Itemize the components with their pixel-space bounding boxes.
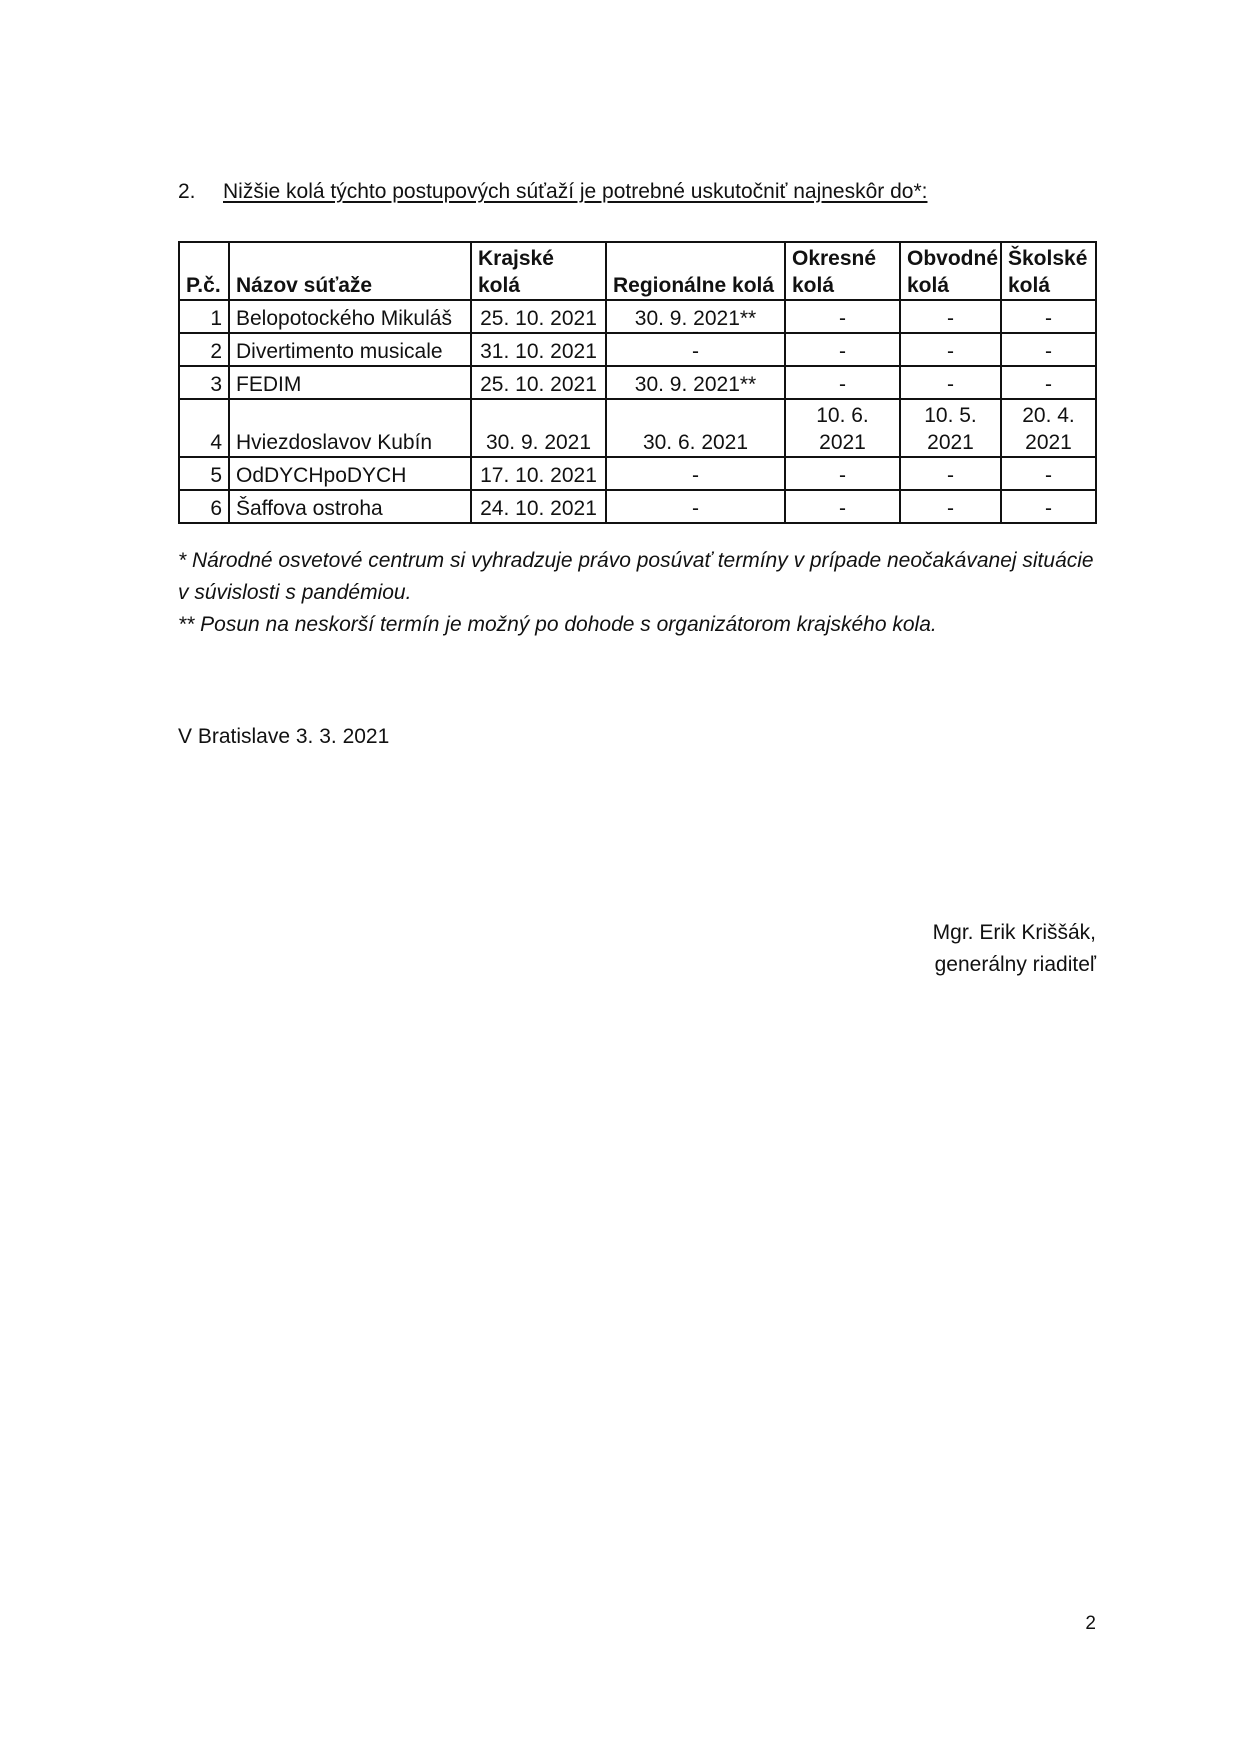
header-obvodne-line1: Obvodné [907,247,999,270]
header-skolske-line1: Školské [1008,247,1088,270]
cell-pc: 2 [179,333,229,366]
cell-pc: 6 [179,490,229,523]
cell-skolske: - [1001,457,1096,490]
cell-pc: 3 [179,366,229,399]
cell-skolske: - [1001,366,1096,399]
competitions-table [178,241,1097,524]
cell-skolske: - [1001,300,1096,333]
cell-name: Divertimento musicale [229,333,471,366]
cell-skolske [1001,399,1096,457]
cell-regionalne: 30. 9. 2021** [606,300,785,333]
cell-krajske: 31. 10. 2021 [471,333,606,366]
signatory-name: Mgr. Erik Kriššák, [932,921,1096,944]
footnotes [178,545,1098,641]
header-okresne [785,242,900,300]
cell-okresne: - [785,300,900,333]
cell-regionalne: - [606,490,785,523]
cell-name: OdDYCHpoDYCH [229,457,471,490]
cell-pc: 1 [179,300,229,333]
table-row [179,399,1096,457]
table-row [179,457,1096,490]
cell-okresne: - [785,333,900,366]
cell-regionalne: - [606,333,785,366]
cell-skolske-line1: 20. 4. [1022,404,1075,427]
header-regionalne: Regionálne kolá [606,242,785,300]
header-obvodne [900,242,1001,300]
table-row [179,300,1096,333]
cell-okresne: - [785,366,900,399]
cell-regionalne: 30. 9. 2021** [606,366,785,399]
table-row [179,333,1096,366]
cell-obvodne: - [900,457,1001,490]
cell-obvodne: - [900,333,1001,366]
signatory-role: generálny riaditeľ [934,953,1096,976]
cell-obvodne: - [900,366,1001,399]
header-okresne-line2: kolá [792,274,835,297]
cell-name: FEDIM [229,366,471,399]
cell-skolske: - [1001,490,1096,523]
section-title: Nižšie kolá týchto postupových súťaží je potrebné uskutočniť najneskôr do*: [223,180,928,203]
cell-okresne [785,399,900,457]
cell-name: Šaffova ostroha [229,490,471,523]
page-number: 2 [1085,1613,1096,1634]
cell-okresne-line1: 10. 6. [816,404,869,427]
cell-obvodne: - [900,490,1001,523]
header-krajske: Krajské kolá [471,242,606,300]
header-pc: P.č. [179,242,229,300]
cell-obvodne-line1: 10. 5. [924,404,977,427]
table-row [179,490,1096,523]
cell-skolske-line2: 2021 [1025,431,1072,454]
header-skolske [1001,242,1096,300]
table-header-row [179,242,1096,300]
cell-obvodne-line2: 2021 [927,431,974,454]
header-skolske-line2: kolá [1008,274,1051,297]
section-number: 2. [178,180,196,203]
footnote-postponement: ** Posun na neskorší termín je možný po dohode s organizátorom krajského kola. [178,613,937,636]
table-row [179,366,1096,399]
cell-pc: 4 [179,399,229,457]
cell-obvodne: - [900,300,1001,333]
footnote-pandemic: * Národné osvetové centrum si vyhradzuje právo posúvať termíny v prípade neočakávanej situácie v súvislosti s pandémiou. [178,549,1094,604]
cell-name: Belopotockého Mikuláš [229,300,471,333]
cell-krajske: 30. 9. 2021 [471,399,606,457]
cell-pc: 5 [179,457,229,490]
cell-krajske: 25. 10. 2021 [471,366,606,399]
signature-block [933,917,1096,981]
cell-krajske: 25. 10. 2021 [471,300,606,333]
place-date: V Bratislave 3. 3. 2021 [178,725,390,748]
header-name: Názov súťaže [229,242,471,300]
header-obvodne-line2: kolá [907,274,950,297]
cell-okresne: - [785,490,900,523]
section-heading [178,178,927,206]
cell-obvodne [900,399,1001,457]
cell-regionalne: 30. 6. 2021 [606,399,785,457]
cell-okresne-line2: 2021 [819,431,866,454]
cell-name: Hviezdoslavov Kubín [229,399,471,457]
cell-regionalne: - [606,457,785,490]
cell-krajske: 24. 10. 2021 [471,490,606,523]
cell-skolske: - [1001,333,1096,366]
cell-krajske: 17. 10. 2021 [471,457,606,490]
header-okresne-line1: Okresné [792,247,877,270]
cell-okresne: - [785,457,900,490]
